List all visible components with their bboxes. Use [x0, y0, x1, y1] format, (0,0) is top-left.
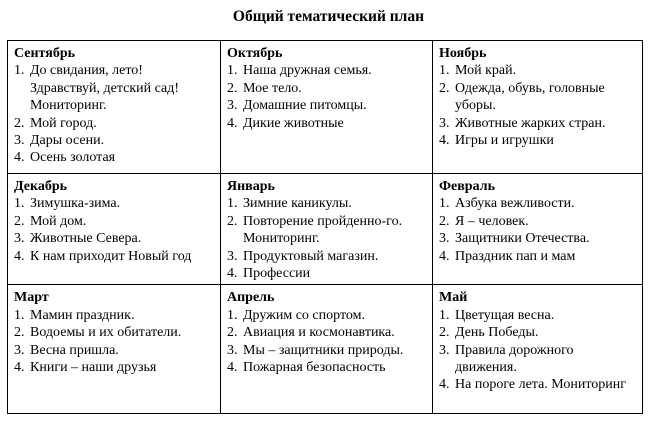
month-cell-april — [221, 285, 433, 414]
topic-text: На пороге лета. Мониторинг — [455, 377, 627, 393]
topic-item: 3. Домашние питомцы. — [227, 97, 427, 114]
month-cell-may — [433, 285, 643, 414]
month-name: Январь — [227, 179, 275, 194]
topic-text: Домашние питомцы. — [243, 98, 367, 114]
month-cell-october — [221, 41, 433, 174]
topic-text: Осень золотая — [30, 150, 116, 166]
month-name: Ноябрь — [439, 46, 487, 61]
topic-text: Животные жарких стран. — [455, 115, 606, 131]
topic-item: 3. Мы – защитники природы. — [227, 342, 427, 359]
topic-item: 2. День Победы. — [439, 324, 637, 341]
topic-item: 2. Водоемы и их обитатели. — [14, 324, 215, 341]
topic-text: Повторение пройденно-го. Мониторинг. — [243, 213, 403, 247]
topic-list — [14, 62, 215, 166]
month-cell-march — [8, 285, 221, 414]
topic-text: Весна пришла. — [30, 342, 119, 358]
topic-text: Дружим со спортом. — [243, 307, 365, 323]
topic-text: До свидания, лето! Здравствуй, детский сад! Мониторинг. — [30, 63, 179, 114]
topic-item: 4. К нам приходит Новый год — [14, 248, 215, 265]
topic-item: 2. Повторение пройденно-го. Мониторинг. — [227, 213, 427, 248]
topic-list — [439, 307, 637, 394]
topic-item: 2. Мой дом. — [14, 213, 215, 230]
month-name: Апрель — [227, 290, 275, 306]
topic-item: 4. Праздник пап и мам — [439, 248, 637, 265]
topic-item: 4. Игры и игрушки — [439, 132, 637, 149]
topic-text: Пожарная безопасность — [243, 360, 386, 376]
topic-item: 4. Профессии — [227, 265, 427, 282]
topic-item: 4. Дикие животные — [227, 115, 427, 132]
topic-list — [439, 195, 637, 265]
month-cell-december — [8, 174, 221, 285]
topic-item: 3. Защитники Отечества. — [439, 230, 637, 247]
month-name: Декабрь — [14, 179, 68, 194]
month-name: Сентябрь — [14, 46, 76, 61]
topic-item: 3. Животные Севера. — [14, 230, 215, 247]
thematic-plan-table — [7, 40, 643, 414]
month-name: Октябрь — [227, 46, 283, 61]
topic-item: 3. Продуктовый магазин. — [227, 248, 427, 265]
topic-text: Мое тело. — [243, 80, 302, 96]
topic-text: Мы – защитники природы. — [243, 342, 404, 358]
month-cell-february — [433, 174, 643, 285]
topic-text: Мой дом. — [30, 213, 87, 229]
topic-item: 4. Книги – наши друзья — [14, 359, 215, 376]
topic-list — [227, 195, 427, 282]
topic-item: 1. Зимние каникулы. — [227, 195, 427, 212]
topic-text: Игры и игрушки — [455, 133, 554, 149]
topic-item: 3. Животные жарких стран. — [439, 115, 637, 132]
topic-text: Правила дорожного движения. — [455, 342, 574, 376]
topic-list — [227, 62, 427, 132]
topic-item: 1. Азбука вежливости. — [439, 195, 637, 212]
table-row — [8, 174, 643, 285]
topic-item: 2. Одежда, обувь, головные уборы. — [439, 80, 637, 115]
topic-text: Дары осени. — [30, 133, 105, 149]
topic-item: 3. Правила дорожного движения. — [439, 342, 637, 377]
topic-text: Авиация и космонавтика. — [243, 325, 395, 341]
topic-text: Животные Севера. — [30, 231, 142, 247]
topic-item: 2. Мое тело. — [227, 80, 427, 97]
topic-item: 1. Мамин праздник. — [14, 307, 215, 324]
topic-item: 3. Весна пришла. — [14, 342, 215, 359]
topic-item: 1. Наша дружная семья. — [227, 62, 427, 79]
topic-text: Я – человек. — [455, 213, 529, 229]
topic-text: Зимние каникулы. — [243, 196, 352, 212]
topic-text: Зимушка-зима. — [30, 196, 121, 212]
topic-text: Профессии — [243, 266, 311, 282]
topic-item: 3. Дары осени. — [14, 132, 215, 149]
topic-text: День Победы. — [455, 325, 539, 341]
topic-text: Водоемы и их обитатели. — [30, 325, 182, 341]
month-name: Февраль — [439, 179, 495, 194]
topic-text: Книги – наши друзья — [30, 360, 157, 376]
topic-item: 2. Мой город. — [14, 115, 215, 132]
topic-list — [14, 307, 215, 377]
topic-text: Цветущая весна. — [455, 307, 555, 323]
topic-text: Продуктовый магазин. — [243, 248, 379, 264]
topic-item: 2. Я – человек. — [439, 213, 637, 230]
topic-item: 1. До свидания, лето! Здравствуй, детский сад! Мониторинг. — [14, 62, 215, 114]
topic-item: 1. Зимушка-зима. — [14, 195, 215, 212]
table-row — [8, 41, 643, 174]
document-title: Общий тематический план — [232, 8, 425, 25]
table-row — [8, 285, 643, 414]
topic-item: 1. Цветущая весна. — [439, 307, 637, 324]
topic-text: Наша дружная семья. — [243, 63, 372, 79]
month-cell-january — [221, 174, 433, 285]
topic-text: Мой город. — [30, 115, 97, 131]
topic-text: Праздник пап и мам — [455, 248, 576, 264]
topic-item: 4. На пороге лета. Мониторинг — [439, 376, 637, 393]
topic-item: 4. Пожарная безопасность — [227, 359, 427, 376]
month-cell-september — [8, 41, 221, 174]
topic-item: 1. Дружим со спортом. — [227, 307, 427, 324]
topic-text: К нам приходит Новый год — [30, 248, 192, 264]
topic-list — [439, 62, 637, 149]
month-cell-november — [433, 41, 643, 174]
topic-text: Защитники Отечества. — [455, 231, 590, 247]
topic-list — [14, 195, 215, 265]
topic-text: Азбука вежливости. — [455, 196, 575, 212]
topic-text: Одежда, обувь, головные уборы. — [455, 80, 605, 114]
topic-item: 1. Мой край. — [439, 62, 637, 79]
topic-item: 2. Авиация и космонавтика. — [227, 324, 427, 341]
month-name: Май — [439, 290, 468, 306]
topic-list — [227, 307, 427, 377]
topic-text: Дикие животные — [243, 115, 344, 131]
topic-text: Мой край. — [455, 63, 517, 79]
topic-item: 4. Осень золотая — [14, 149, 215, 166]
month-name: Март — [14, 290, 49, 306]
topic-text: Мамин праздник. — [30, 307, 135, 323]
